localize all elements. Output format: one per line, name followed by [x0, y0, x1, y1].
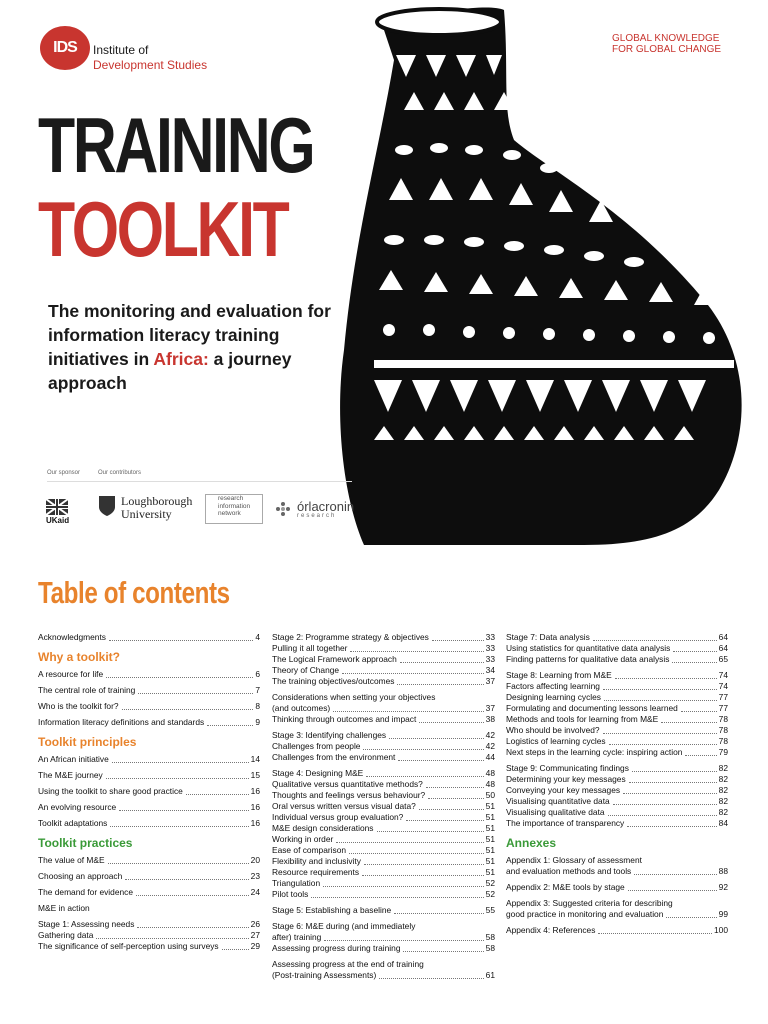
- toc-entry-title: Choosing an approach: [38, 871, 123, 881]
- toc-entry[interactable]: [38, 919, 260, 930]
- subtitle-highlight: Africa:: [153, 349, 209, 369]
- toc-entry[interactable]: [38, 802, 260, 813]
- toc-entry-title: Gathering data: [38, 930, 94, 940]
- toc-dot-leader: [311, 897, 483, 898]
- toc-entry[interactable]: [272, 823, 495, 834]
- toc-entry[interactable]: [506, 796, 728, 807]
- toc-entry-page: 79: [718, 747, 728, 757]
- toc-entry[interactable]: [506, 736, 728, 747]
- contributor3-line2: research: [297, 513, 337, 519]
- toc-entry-page: 26: [250, 919, 260, 929]
- toc-entry-title: after) training: [272, 932, 322, 942]
- toc-entry-title: The demand for evidence: [38, 887, 133, 897]
- toc-dot-leader: [110, 826, 248, 827]
- toc-entry-title: An evolving resource: [38, 802, 117, 812]
- toc-dot-leader: [666, 917, 716, 918]
- toc-entry-page: 14: [250, 754, 260, 764]
- toc-entry-page: 84: [718, 818, 728, 828]
- toc-entry-title: An African initiative: [38, 754, 109, 764]
- toc-dot-leader: [207, 725, 253, 726]
- toc-entry-title: Stage 5: Establishing a baseline: [272, 905, 392, 915]
- toc-entry[interactable]: [506, 692, 728, 703]
- toc-entry-page: 27: [250, 930, 260, 940]
- toc-dot-leader: [96, 938, 248, 939]
- toc-dot-leader: [419, 809, 484, 810]
- toc-entry-page: 6: [255, 669, 260, 679]
- toc-entry[interactable]: [272, 665, 495, 676]
- toc-entry[interactable]: [506, 643, 728, 654]
- toc-entry[interactable]: [38, 941, 260, 952]
- contributor1-line1: Loughborough: [121, 494, 193, 508]
- contributors-label: Our contributors: [98, 470, 142, 476]
- toc-column-3: [506, 627, 728, 936]
- toc-dot-leader: [426, 787, 484, 788]
- toc-dot-leader: [323, 886, 484, 887]
- divider: [47, 481, 352, 482]
- toc-entry-page: 92: [718, 882, 728, 892]
- toc-entry-page: 64: [718, 643, 728, 653]
- toc-dot-leader: [400, 662, 484, 663]
- toc-entry-title: Visualising qualitative data: [506, 807, 605, 817]
- toc-entry-page: 78: [718, 736, 728, 746]
- toc-entry[interactable]: [272, 867, 495, 878]
- toc-entry-page: 16: [250, 786, 260, 796]
- toc-entry-page: 82: [718, 785, 728, 795]
- toc-entry-page: 4: [255, 632, 260, 642]
- subtitle: [48, 299, 348, 395]
- title-line2: TOOLKIT: [38, 185, 288, 273]
- toc-entry-title: Thoughts and feelings versus behaviour?: [272, 790, 426, 800]
- toc-entry[interactable]: [506, 632, 728, 643]
- toc-entry-title: The value of M&E: [38, 855, 105, 865]
- toc-entry[interactable]: [38, 717, 260, 728]
- toc-dot-leader: [608, 815, 717, 816]
- toc-entry-page: 37: [485, 676, 495, 686]
- toc-entry[interactable]: [272, 812, 495, 823]
- toc-entry-title: Finding patterns for qualitative data analysis: [506, 654, 670, 664]
- toc-entry-title: Assessing progress during training: [272, 943, 401, 953]
- toc-entry[interactable]: [38, 871, 260, 882]
- toc-dot-leader: [119, 810, 248, 811]
- toc-dot-leader: [398, 760, 483, 761]
- toc-entry-title: Appendix 1: Glossary of assessment: [506, 855, 642, 865]
- toc-dot-leader: [333, 711, 483, 712]
- toc-entry[interactable]: [38, 818, 260, 829]
- toc-entry-page: 29: [250, 941, 260, 951]
- toc-entry[interactable]: [272, 752, 495, 763]
- toc-entry[interactable]: [506, 681, 728, 692]
- toc-entry-page: 64: [718, 632, 728, 642]
- toc-dot-leader: [672, 662, 716, 663]
- toc-entry-title: Methods and tools for learning from M&E: [506, 714, 659, 724]
- institute-name-line2: Development Studies: [93, 58, 208, 72]
- toc-section-heading: Toolkit principles: [38, 735, 137, 749]
- toc-entry[interactable]: [38, 887, 260, 898]
- toc-entry-page: 51: [485, 812, 495, 822]
- toc-entry-page: 37: [485, 703, 495, 713]
- toc-dot-leader: [603, 733, 717, 734]
- toc-entry[interactable]: [38, 669, 260, 680]
- toc-dot-leader: [685, 755, 716, 756]
- toc-entry-title: Toolkit adaptations: [38, 818, 108, 828]
- toc-dot-leader: [394, 913, 483, 914]
- toc-entry[interactable]: [272, 676, 495, 687]
- toc-dot-leader: [336, 842, 483, 843]
- toc-entry-title: good practice in monitoring and evaluation: [506, 909, 664, 919]
- toc-entry-page: 52: [485, 878, 495, 888]
- toc-dot-leader: [122, 709, 254, 710]
- toc-entry-title: Flexibility and inclusivity: [272, 856, 361, 866]
- toc-entry-page: 82: [718, 796, 728, 806]
- toc-entry[interactable]: [272, 632, 495, 643]
- toc-entry-title: and evaluation methods and tools: [506, 866, 632, 876]
- toc-entry[interactable]: [38, 770, 260, 781]
- toc-title: Table of contents: [38, 575, 230, 610]
- toc-entry-title: Next steps in the learning cycle: inspiring action: [506, 747, 683, 757]
- toc-dot-leader: [628, 890, 717, 891]
- subtitle-part1: The monitoring and evaluation for information literacy training initiatives in: [48, 301, 331, 369]
- vase-illustration: [334, 0, 768, 545]
- tagline-line1: GLOBAL KNOWLEDGE: [612, 33, 720, 44]
- toc-entry[interactable]: [506, 763, 728, 774]
- toc-dot-leader: [615, 678, 717, 679]
- contributor3-line1: órlacronin: [297, 499, 355, 514]
- toc-dot-leader: [389, 738, 484, 739]
- toc-entry-title: Determining your key messages: [506, 774, 626, 784]
- toc-entry[interactable]: [272, 970, 495, 981]
- toc-entry-title: Information literacy definitions and standards: [38, 717, 205, 727]
- toc-entry-page: 24: [250, 887, 260, 897]
- toc-entry[interactable]: [272, 768, 495, 779]
- toc-dot-leader: [681, 711, 717, 712]
- toc-entry[interactable]: [272, 654, 495, 665]
- toc-entry-page: 58: [485, 943, 495, 953]
- toc-entry-title: Challenges from people: [272, 741, 361, 751]
- toc-dot-leader: [125, 879, 248, 880]
- toc-entry-page: 99: [718, 909, 728, 919]
- contributor1-line2: University: [121, 507, 172, 521]
- toc-entry[interactable]: [272, 741, 495, 752]
- toc-entry-title: Conveying your key messages: [506, 785, 621, 795]
- toc-entry[interactable]: [272, 905, 495, 916]
- toc-entry[interactable]: [506, 725, 728, 736]
- toc-entry[interactable]: [272, 692, 495, 703]
- toc-dot-leader: [632, 771, 717, 772]
- toc-entry[interactable]: [506, 747, 728, 758]
- toc-entry-title: Visualising quantitative data: [506, 796, 610, 806]
- toc-entry[interactable]: [506, 855, 728, 866]
- toc-entry-title: Stage 8: Learning from M&E: [506, 670, 612, 680]
- toc-entry[interactable]: [506, 882, 728, 893]
- toc-entry-title: (Post-training Assessments): [272, 970, 377, 980]
- toc-entry[interactable]: [506, 925, 728, 936]
- toc-entry-title: Stage 6: M&E during (and immediately: [272, 921, 416, 931]
- toc-entry-title: Thinking through outcomes and impact: [272, 714, 417, 724]
- toc-entry-title: Who is the toolkit for?: [38, 701, 119, 711]
- toc-entry-title: Appendix 4: References: [506, 925, 596, 935]
- toc-dot-leader: [432, 640, 484, 641]
- toc-dot-leader: [634, 874, 716, 875]
- toc-entry[interactable]: [38, 786, 260, 797]
- toc-entry-title: Designing learning cycles: [506, 692, 601, 702]
- toc-dot-leader: [397, 684, 483, 685]
- toc-entry[interactable]: [272, 878, 495, 889]
- toc-dot-leader: [661, 722, 716, 723]
- toc-entry-title: Working in order: [272, 834, 334, 844]
- toc-entry[interactable]: [506, 909, 728, 920]
- toc-dot-leader: [137, 927, 248, 928]
- toc-entry-page: 77: [718, 692, 728, 702]
- toc-entry-page: 88: [718, 866, 728, 876]
- toc-dot-leader: [364, 864, 484, 865]
- toc-entry[interactable]: [506, 774, 728, 785]
- toc-entry-page: 34: [485, 665, 495, 675]
- toc-entry[interactable]: [506, 818, 728, 829]
- toc-entry-page: 65: [718, 654, 728, 664]
- toc-dot-leader: [222, 949, 249, 950]
- toc-entry[interactable]: [38, 632, 260, 643]
- toc-entry-page: 51: [485, 834, 495, 844]
- toc-dot-leader: [136, 895, 249, 896]
- toc-entry[interactable]: [272, 801, 495, 812]
- toc-entry[interactable]: [506, 807, 728, 818]
- toc-entry[interactable]: [272, 714, 495, 725]
- toc-entry-title: Individual versus group evaluation?: [272, 812, 404, 822]
- toc-entry-title: Stage 2: Programme strategy & objectives: [272, 632, 429, 642]
- toc-section-heading: Toolkit practices: [38, 836, 133, 850]
- toc-dot-leader: [106, 778, 249, 779]
- toc-dot-leader: [377, 831, 484, 832]
- toc-dot-leader: [349, 853, 484, 854]
- toc-section-heading: Why a toolkit?: [38, 650, 120, 664]
- toc-entry-title: The training objectives/outcomes: [272, 676, 395, 686]
- toc-entry[interactable]: [272, 790, 495, 801]
- toc-entry-title: The Logical Framework approach: [272, 654, 397, 664]
- toc-dot-leader: [366, 776, 483, 777]
- toc-dot-leader: [362, 875, 484, 876]
- toc-entry-title: Appendix 3: Suggested criteria for describing: [506, 898, 673, 908]
- toc-entry-page: 33: [485, 654, 495, 664]
- subtitle-part2: a journey approach: [48, 349, 292, 393]
- toc-dot-leader: [106, 677, 253, 678]
- toc-dot-leader: [604, 700, 717, 701]
- toc-entry-page: 52: [485, 889, 495, 899]
- toc-dot-leader: [109, 640, 253, 641]
- toc-entry-title: Ease of comparison: [272, 845, 347, 855]
- toc-entry-page: 16: [250, 802, 260, 812]
- toc-entry-page: 20: [250, 855, 260, 865]
- sponsor-label: Our sponsor: [47, 470, 81, 476]
- toc-entry[interactable]: [506, 703, 728, 714]
- toc-dot-leader: [324, 940, 483, 941]
- toc-dot-leader: [428, 798, 483, 799]
- toc-entry-page: 82: [718, 763, 728, 773]
- toc-dot-leader: [673, 651, 716, 652]
- toc-entry-page: 55: [485, 905, 495, 915]
- toc-entry-page: 8: [255, 701, 260, 711]
- toc-entry-title: Pilot tools: [272, 889, 309, 899]
- toc-dot-leader: [138, 693, 253, 694]
- toc-entry-title: Acknowledgments: [38, 632, 106, 642]
- toc-dot-leader: [186, 794, 249, 795]
- toc-entry-title: Pulling it all together: [272, 643, 348, 653]
- toc-entry-title: Using statistics for quantitative data analysis: [506, 643, 671, 653]
- toc-entry-title: Oral versus written versus visual data?: [272, 801, 416, 811]
- toc-subsection-label: M&E in action: [38, 903, 90, 913]
- tagline-line2: FOR GLOBAL CHANGE: [612, 44, 722, 55]
- toc-column-1: [38, 627, 260, 952]
- toc-entry[interactable]: [272, 959, 495, 970]
- toc-entry-title: Stage 4: Designing M&E: [272, 768, 364, 778]
- toc-entry[interactable]: [272, 643, 495, 654]
- toc-entry-page: 42: [485, 730, 495, 740]
- toc-entry[interactable]: [38, 930, 260, 941]
- toc-entry-page: 38: [485, 714, 495, 724]
- toc-dot-leader: [598, 933, 712, 934]
- toc-dot-leader: [593, 640, 717, 641]
- toc-entry[interactable]: [38, 754, 260, 765]
- toc-entry[interactable]: [506, 866, 728, 877]
- toc-dot-leader: [350, 651, 483, 652]
- toc-entry-title: Triangulation: [272, 878, 321, 888]
- toc-entry-page: 100: [714, 925, 728, 935]
- toc-entry[interactable]: [38, 685, 260, 696]
- toc-dot-leader: [403, 951, 483, 952]
- toc-entry-title: The central role of training: [38, 685, 136, 695]
- toc-dot-leader: [379, 978, 483, 979]
- title-line1: TRAINING: [38, 101, 314, 189]
- toc-entry-title: The M&E journey: [38, 770, 103, 780]
- contributor2: research information network: [218, 495, 251, 517]
- toc-entry[interactable]: [272, 834, 495, 845]
- toc-entry-title: Theory of Change: [272, 665, 340, 675]
- toc-entry-title: Assessing progress at the end of training: [272, 959, 424, 969]
- toc-entry-title: (and outcomes): [272, 703, 331, 713]
- toc-entry[interactable]: [272, 845, 495, 856]
- toc-dot-leader: [609, 744, 717, 745]
- toc-entry-page: 82: [718, 807, 728, 817]
- toc-entry-title: Considerations when setting your objectives: [272, 692, 436, 702]
- toc-entry-page: 33: [485, 643, 495, 653]
- toc-entry-page: 77: [718, 703, 728, 713]
- toc-entry-page: 58: [485, 932, 495, 942]
- toc-entry-page: 44: [485, 752, 495, 762]
- toc-entry-page: 51: [485, 845, 495, 855]
- toc-entry[interactable]: [506, 670, 728, 681]
- toc-dot-leader: [363, 749, 483, 750]
- toc-entry-page: 9: [255, 717, 260, 727]
- toc-dot-leader: [108, 863, 249, 864]
- toc-entry-page: 50: [485, 790, 495, 800]
- toc-section-heading: Annexes: [506, 836, 557, 850]
- toc-entry[interactable]: [272, 779, 495, 790]
- toc-entry[interactable]: [272, 921, 495, 932]
- toc-entry-title: Stage 9: Communicating findings: [506, 763, 629, 773]
- toc-entry-title: The significance of self-perception using surveys: [38, 941, 219, 951]
- toc-dot-leader: [406, 820, 483, 821]
- toc-entry[interactable]: [506, 898, 728, 909]
- toc-entry-page: 74: [718, 681, 728, 691]
- sponsor-name: UKaid: [46, 516, 70, 525]
- toc-entry-title: M&E design considerations: [272, 823, 374, 833]
- toc-entry-page: 15: [250, 770, 260, 780]
- toc-entry-title: Logistics of learning cycles: [506, 736, 606, 746]
- toc-entry-page: 51: [485, 867, 495, 877]
- toc-entry[interactable]: [272, 730, 495, 741]
- toc-entry-title: Using the toolkit to share good practice: [38, 786, 183, 796]
- toc-entry-page: 23: [250, 871, 260, 881]
- toc-entry-title: Stage 7: Data analysis: [506, 632, 590, 642]
- toc-entry-page: 74: [718, 670, 728, 680]
- toc-entry[interactable]: [38, 701, 260, 712]
- orlacronin-logo-icon: [273, 499, 293, 519]
- toc-entry[interactable]: [506, 714, 728, 725]
- loughborough-crest-icon: [98, 495, 116, 517]
- toc-entry-title: Challenges from the environment: [272, 752, 396, 762]
- toc-entry-title: Stage 3: Identifying challenges: [272, 730, 387, 740]
- toc-dot-leader: [613, 804, 717, 805]
- toc-entry-page: 51: [485, 856, 495, 866]
- toc-entry-title: A resource for life: [38, 669, 104, 679]
- institute-name-line1: Institute of: [93, 43, 149, 57]
- toc-entry-title: Formulating and documenting lessons learned: [506, 703, 678, 713]
- toc-dot-leader: [623, 793, 717, 794]
- toc-entry-page: 61: [485, 970, 495, 980]
- toc-entry-page: 48: [485, 779, 495, 789]
- toc-entry-page: 7: [255, 685, 260, 695]
- toc-entry[interactable]: [272, 856, 495, 867]
- toc-entry[interactable]: [38, 855, 260, 866]
- toc-entry-page: 78: [718, 714, 728, 724]
- toc-dot-leader: [419, 722, 483, 723]
- toc-entry-page: 51: [485, 823, 495, 833]
- toc-entry-title: Stage 1: Assessing needs: [38, 919, 135, 929]
- toc-entry[interactable]: [272, 932, 495, 943]
- toc-entry-title: Factors affecting learning: [506, 681, 600, 691]
- toc-entry[interactable]: [272, 943, 495, 954]
- toc-entry[interactable]: [506, 654, 728, 665]
- toc-entry-page: 42: [485, 741, 495, 751]
- toc-entry-page: 82: [718, 774, 728, 784]
- toc-entry[interactable]: [272, 889, 495, 900]
- toc-dot-leader: [342, 673, 484, 674]
- toc-entry-title: Who should be involved?: [506, 725, 600, 735]
- toc-entry[interactable]: [506, 785, 728, 796]
- toc-dot-leader: [112, 762, 249, 763]
- toc-entry-title: Appendix 2: M&E tools by stage: [506, 882, 625, 892]
- toc-entry-title: Resource requirements: [272, 867, 360, 877]
- toc-entry-page: 78: [718, 725, 728, 735]
- ids-logo: IDS: [40, 26, 90, 70]
- toc-dot-leader: [603, 689, 717, 690]
- toc-dot-leader: [629, 782, 717, 783]
- toc-entry-page: 48: [485, 768, 495, 778]
- toc-entry-page: 16: [250, 818, 260, 828]
- toc-entry-page: 33: [485, 632, 495, 642]
- toc-entry-title: Qualitative versus quantitative methods?: [272, 779, 423, 789]
- toc-dot-leader: [627, 826, 716, 827]
- toc-entry[interactable]: [272, 703, 495, 714]
- toc-entry-page: 51: [485, 801, 495, 811]
- toc-column-2: [272, 627, 495, 981]
- toc-entry-title: The importance of transparency: [506, 818, 625, 828]
